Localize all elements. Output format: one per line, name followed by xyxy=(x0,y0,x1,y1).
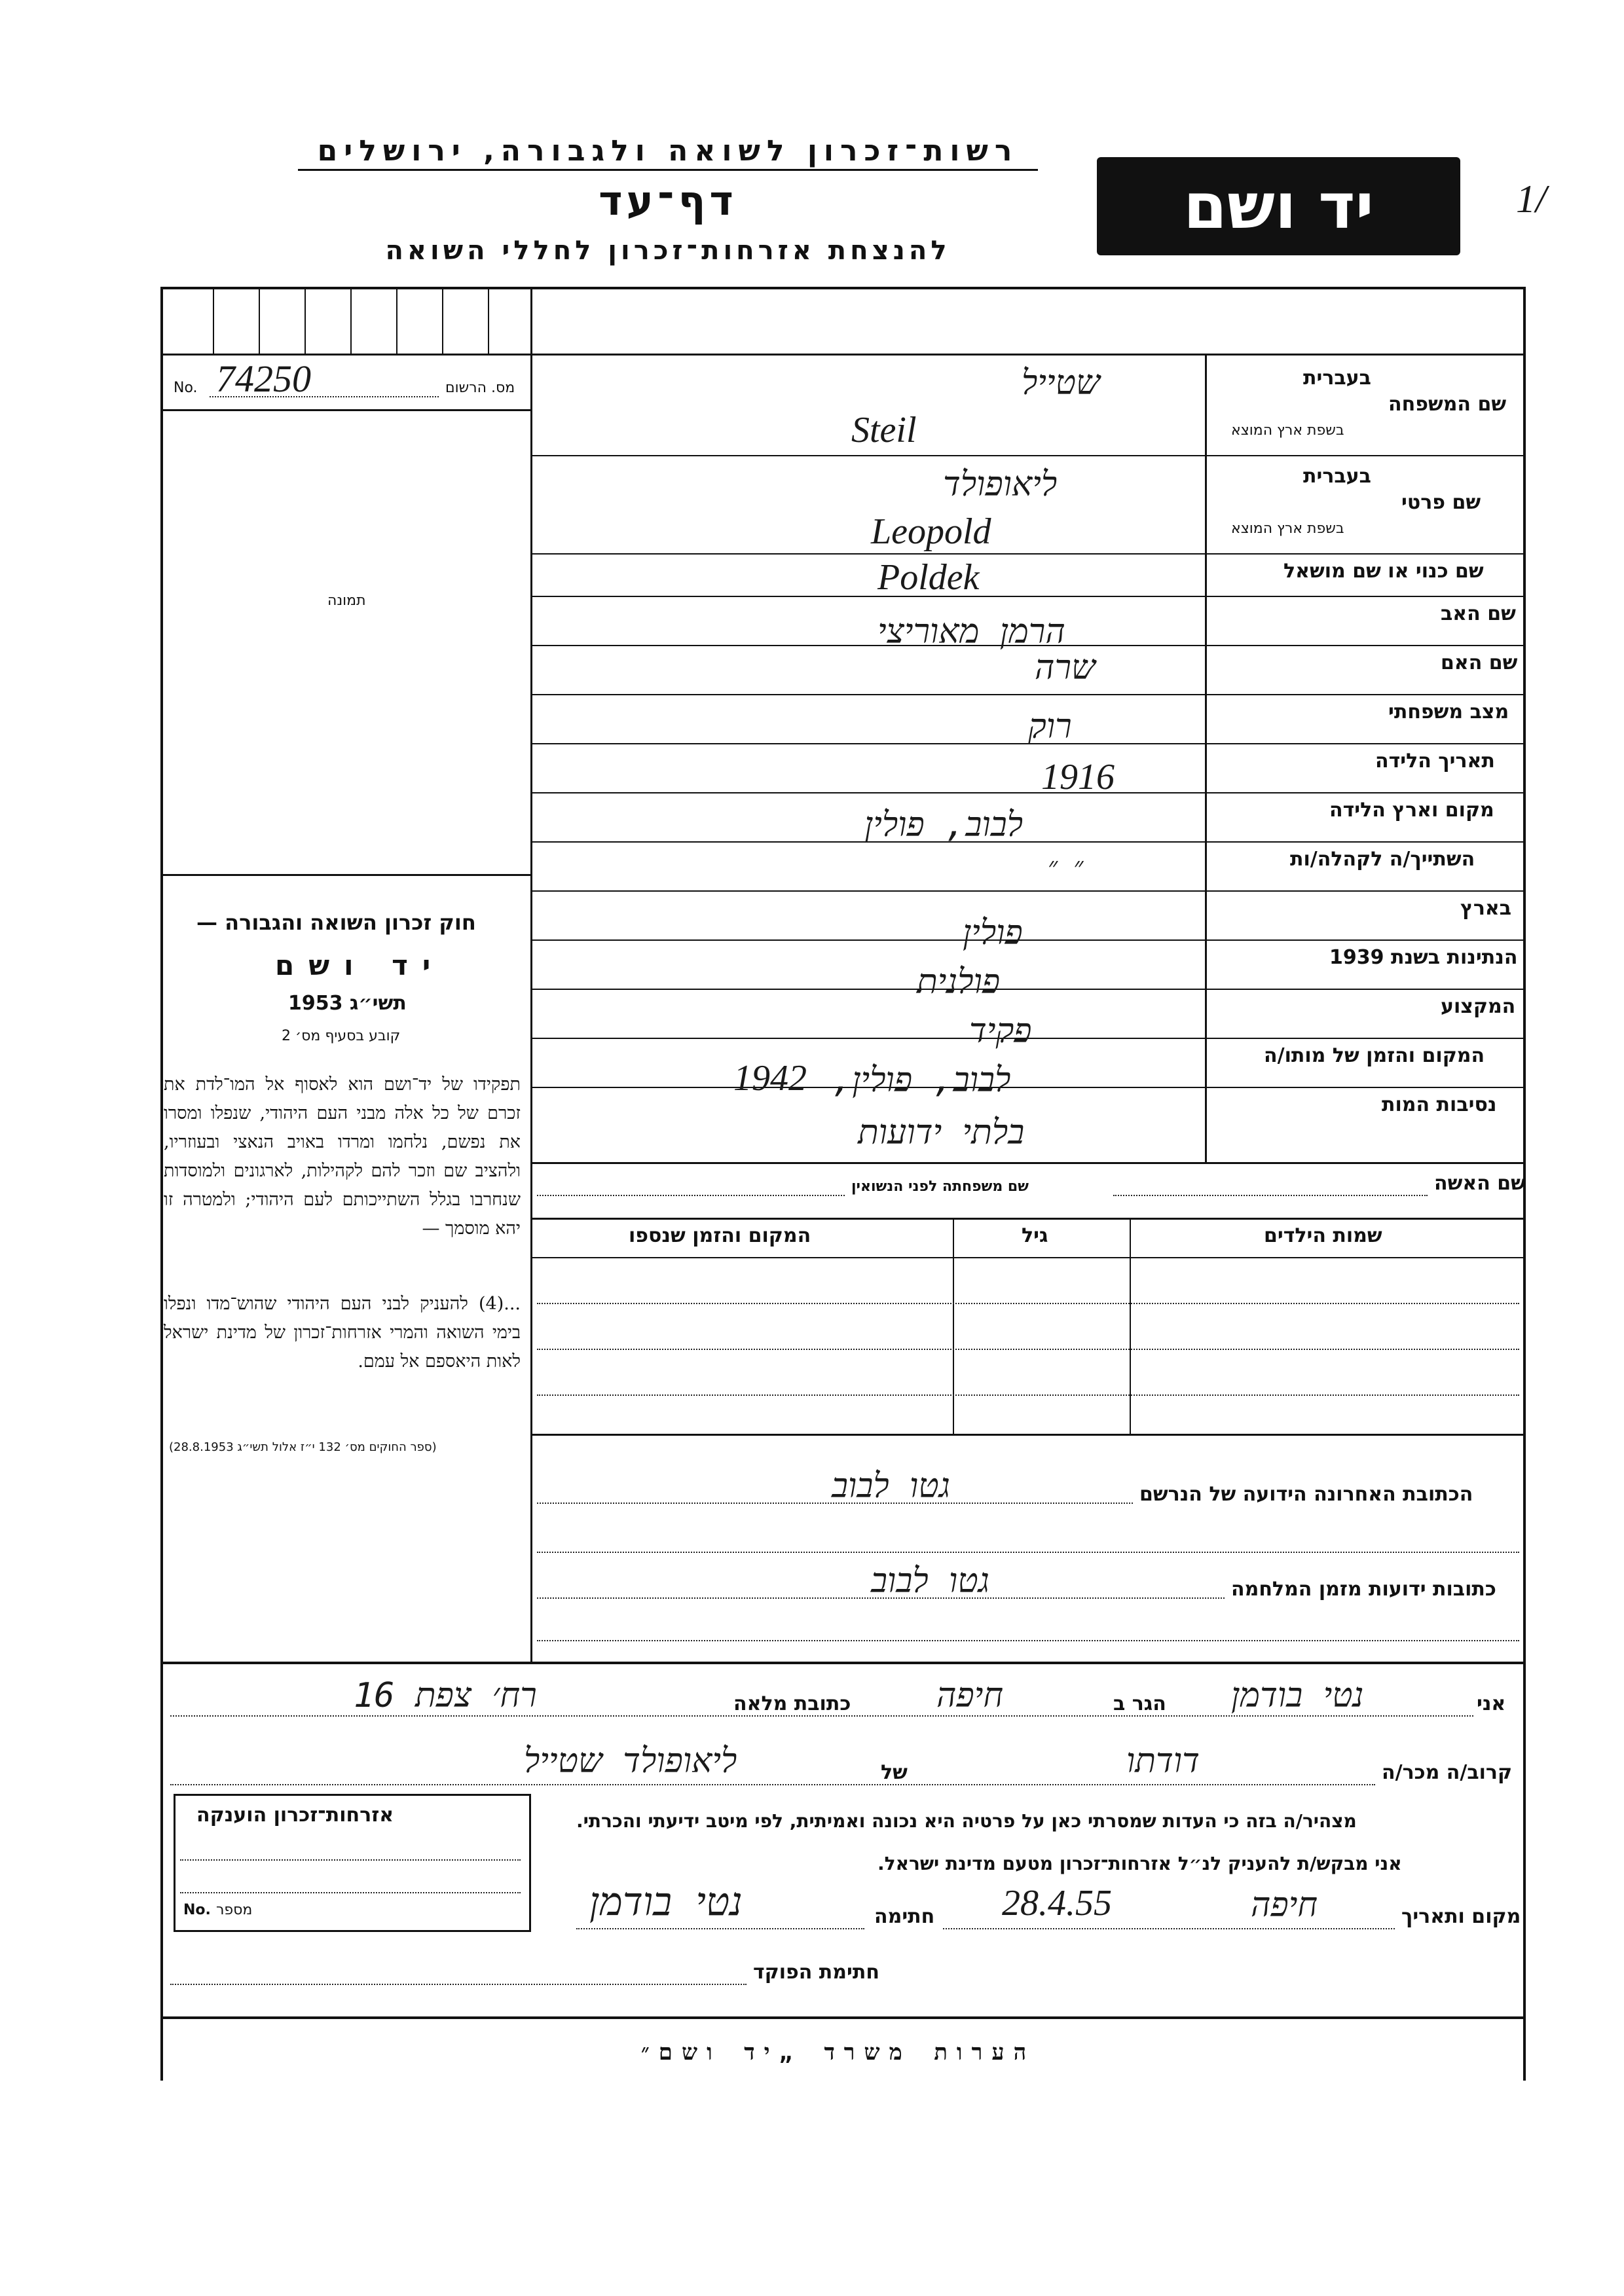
law-text-1: תפקידו של יד־ושם הוא לאסוף אל המו־לדת את זכרם של כל אלה מבני העם היהודי, שנפלו ומסרו את נפשם, נלחמו ומרדו באויב הנאצי ובעוזריו, ולהציב שם וזכר להם לקהילות, לארגונים ולמוסדות שנחרבו בגלל השתייכותם לעם היהודי; ולמטרה זו יהא מוסמך — xyxy=(164,1074,521,1239)
birthdate-value: 1916 xyxy=(1041,757,1115,797)
last-address-value: גטו לבוב xyxy=(832,1467,950,1506)
wife-label: שם האשה xyxy=(1434,1172,1526,1195)
children-age-header: גיל xyxy=(1022,1224,1048,1247)
community-label: השתייך/ה לקהלה/ות xyxy=(1290,848,1475,871)
father-value: הרמן מאוריצי xyxy=(877,612,1065,651)
death-year-value: 1942 xyxy=(733,1058,807,1099)
box-divider xyxy=(213,287,214,354)
row-line xyxy=(530,939,1526,941)
birthplace-value: לבוב, פולין xyxy=(864,805,1024,845)
citizenship-box-number-label: מספר xyxy=(216,1902,253,1918)
document-subtitle: להנצחת אזרחות־זכרון לחללי השואה xyxy=(385,236,951,266)
citizenship-box-no: No. xyxy=(183,1902,211,1918)
row-line xyxy=(530,890,1526,892)
column-divider-left xyxy=(530,287,532,1662)
row-divider-top-strip xyxy=(160,354,1526,355)
death-place-label: המקום והזמן של מותו/ה xyxy=(1264,1044,1485,1067)
last-address-label: הכתובת האחרונה הידועה של הנרשם xyxy=(1139,1483,1473,1506)
citizenship-box-title: אזרחות־זכרון הוענקה xyxy=(196,1804,394,1827)
relation-value: דודתו xyxy=(1126,1741,1200,1781)
registration-label: מס. הרשום xyxy=(445,380,515,396)
nickname-value: Poldek xyxy=(877,557,980,598)
labels-column-divider xyxy=(1205,354,1207,1162)
children-names-header: שמות הילדים xyxy=(1264,1224,1382,1247)
registration-divider xyxy=(160,409,532,411)
row-line xyxy=(530,989,1526,990)
frame-top xyxy=(160,287,1526,289)
war-address-label: כתובות ידועות מזמן המלחמה xyxy=(1231,1578,1496,1601)
firstname-hebrew: ליאופולד xyxy=(943,465,1058,504)
row-line xyxy=(530,841,1526,843)
box-divider xyxy=(396,287,397,354)
declaration-text: מצהיר/ה בזה כי העדות שמסרתי כאן על פרטיה היא נכונה ואמיתית, לפי מיטב ידיעתי והכרתי. xyxy=(576,1810,1357,1832)
law-year: תשי״ג 1953 xyxy=(288,992,407,1015)
row-line xyxy=(530,1162,1526,1164)
law-source: (ספר החוקים מס׳ 132 י״ז אלול תשי״ג 28.8.1953) xyxy=(169,1440,437,1454)
nickname-label: שם כנוי או שם מושאל xyxy=(1283,560,1484,583)
surname-label: שם המשפחה xyxy=(1388,393,1507,416)
signature-dots xyxy=(576,1928,864,1929)
box-divider xyxy=(442,287,443,354)
mother-value: שרה xyxy=(1035,648,1096,687)
declarant-line-dots xyxy=(170,1715,1473,1717)
row-line xyxy=(530,455,1526,456)
box-divider xyxy=(259,287,260,354)
children-row xyxy=(537,1349,1519,1350)
surname-origin: Steil xyxy=(851,410,917,450)
citizenship-label: הנתינות בשנת 1939 xyxy=(1329,946,1518,969)
surname-hebrew: שטייל xyxy=(1022,363,1100,403)
of-label: של xyxy=(881,1761,908,1784)
law-name: יד ושם xyxy=(275,949,445,981)
death-cause-label: נסיבות המות xyxy=(1382,1093,1497,1116)
row-line xyxy=(530,792,1526,793)
row-line xyxy=(530,1218,1526,1220)
signature-value: נטי בודמן xyxy=(589,1879,743,1925)
document-title: דף־עד xyxy=(599,177,737,225)
authority-underline xyxy=(298,169,1038,171)
page-mark: 1/ xyxy=(1516,177,1547,221)
resides-label: הגר ב xyxy=(1113,1692,1166,1715)
country-label: בארץ xyxy=(1460,897,1512,920)
origin-sub-label: בשפת ארץ המוצא xyxy=(1231,520,1344,537)
officer-signature-label: חתימת הפוקד xyxy=(753,1961,879,1984)
of-name-value: ליאופולד שטייל xyxy=(524,1741,737,1781)
address-dots-extra xyxy=(537,1552,1519,1553)
place-value: חיפה xyxy=(1251,1886,1318,1925)
maiden-name-label: שם משפחתה לפני הנשואין xyxy=(851,1178,1029,1195)
box-divider xyxy=(304,287,306,354)
address-dots-extra xyxy=(537,1640,1519,1641)
row-line xyxy=(530,694,1526,695)
registration-no-prefix: No. xyxy=(174,380,198,396)
father-label: שם האב xyxy=(1441,602,1516,625)
firstname-origin: Leopold xyxy=(871,511,991,552)
profession-value: פקיד xyxy=(969,1011,1032,1051)
hebrew-sub-label: בעברית xyxy=(1303,367,1371,390)
section-divider xyxy=(160,1662,1526,1664)
footer-divider xyxy=(160,2016,1526,2019)
birthdate-label: תאריך הלידה xyxy=(1375,750,1495,773)
declarant-i-label: אני xyxy=(1477,1692,1506,1715)
hebrew-sub-label: בעברית xyxy=(1303,465,1371,488)
office-notes-label: הערות משרד „יד ושם״ xyxy=(640,2039,1036,2066)
box-divider xyxy=(350,287,352,354)
mother-label: שם האם xyxy=(1441,651,1518,674)
citizenship-box-dots xyxy=(180,1859,521,1861)
row-line xyxy=(530,1434,1526,1436)
relative-line-dots xyxy=(170,1784,1375,1785)
registration-dots xyxy=(210,396,439,397)
row-line xyxy=(530,596,1526,597)
wife-dots xyxy=(1113,1195,1428,1196)
law-text-2: ...(4) להעניק לבני העם היהודי שהוש־מדו ונפלו בימי השואה והמרי אזרחות־זכרון של מדינת ישראל לאות היאספם אל עמם. xyxy=(164,1294,521,1372)
yad-vashem-logo: יד ושם xyxy=(1097,157,1460,255)
relative-label: קרוב/ה מכר/ה xyxy=(1382,1761,1513,1784)
marital-value: רוק xyxy=(1028,707,1072,746)
authority-header: רשות־זכרון לשואה ולגבורה, ירושלים xyxy=(317,134,1019,168)
place-date-label: מקום ותאריך xyxy=(1401,1905,1521,1928)
origin-sub-label: בשפת ארץ המוצא xyxy=(1231,422,1344,439)
photo-label: תמונה xyxy=(327,592,366,609)
citizenship-box-dots xyxy=(180,1892,521,1893)
law-clause: קובע בסעיף מס׳ 2 xyxy=(282,1028,401,1044)
children-col-divider xyxy=(953,1218,954,1434)
children-row xyxy=(537,1394,1519,1396)
war-address-value: גטו לבוב xyxy=(871,1561,989,1601)
declarant-city: חיפה xyxy=(936,1676,1004,1715)
death-cause-value: בלתי ידועות xyxy=(858,1113,1025,1152)
birthplace-label: מקום וארץ הלידה xyxy=(1329,799,1494,822)
citizenship-value: פולנית xyxy=(917,962,1001,1002)
request-text: אני מבקש/ת להעניק לנ״ל אזרחות־זכרון מטעם מדינת ישראל. xyxy=(877,1853,1402,1874)
children-place-header: המקום והזמן שנספו xyxy=(629,1224,811,1247)
row-line xyxy=(530,553,1526,555)
maiden-dots xyxy=(537,1195,845,1196)
profession-label: המקצוע xyxy=(1441,995,1516,1018)
registration-number: 74250 xyxy=(216,357,311,400)
row-line xyxy=(530,1087,1526,1088)
declarant-name: נטי בודמן xyxy=(1231,1676,1364,1715)
frame-left xyxy=(160,287,163,2081)
children-row xyxy=(537,1303,1519,1304)
marital-label: מצב משפחתי xyxy=(1388,701,1509,723)
signature-label: חתימה xyxy=(874,1905,935,1928)
declarant-address: רח׳ צפת 16 xyxy=(354,1676,537,1715)
children-col-divider xyxy=(1130,1218,1131,1434)
date-value: 28.4.55 xyxy=(1002,1883,1112,1923)
death-place-value: לבוב, פולין, xyxy=(832,1061,1011,1100)
country-value: פולין xyxy=(963,913,1023,953)
box-divider xyxy=(488,287,489,354)
firstname-label: שם פרטי xyxy=(1401,491,1481,514)
place-date-dots xyxy=(943,1928,1395,1929)
law-title: חוק זכרון השואה והגבורה — xyxy=(196,910,476,935)
address-label: כתובת מלאה xyxy=(733,1692,851,1715)
officer-signature-dots xyxy=(170,1984,747,1985)
photo-divider xyxy=(160,874,532,876)
community-value: ״ ״ xyxy=(1048,852,1084,882)
children-header-line xyxy=(530,1257,1526,1258)
